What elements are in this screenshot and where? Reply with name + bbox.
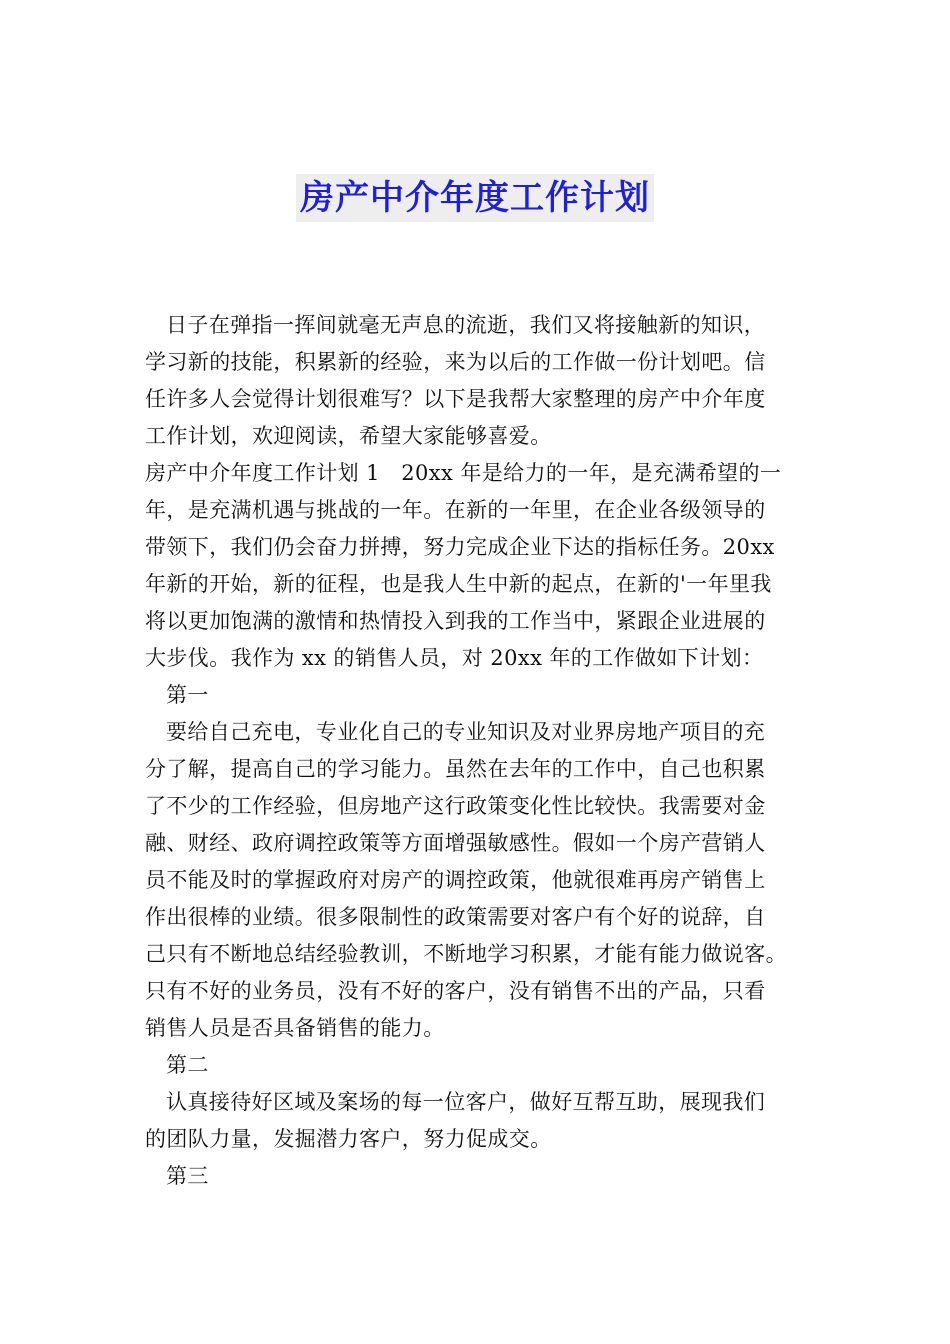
section-heading: 第二: [166, 1053, 209, 1077]
title-wrap: [0, 174, 950, 222]
section-heading: 第一: [166, 683, 209, 707]
document-body: [145, 307, 825, 1195]
paragraph-line: 任许多人会觉得计划很难写？以下是我帮大家整理的房产中介年度: [145, 387, 766, 411]
paragraph-line: 带领下，我们仍会奋力拼搏，努力完成企业下达的指标任务。20xx: [145, 535, 775, 559]
section-heading: 第三: [166, 1164, 209, 1188]
paragraph-line: 己只有不断地总结经验教训，不断地学习积累，才能有能力做说客。: [145, 942, 787, 966]
paragraph-line: 融、财经、政府调控政策等方面增强敏感性。假如一个房产营销人: [145, 831, 766, 855]
paragraph-line: 了不少的工作经验，但房地产这行政策变化性比较快。我需要对金: [145, 794, 766, 818]
paragraph-line: 分了解，提高自己的学习能力。虽然在去年的工作中，自己也积累: [145, 757, 766, 781]
paragraph-line: 年，是充满机遇与挑战的一年。在新的一年里，在企业各级领导的: [145, 498, 766, 522]
paragraph-line: 员不能及时的掌握政府对房产的调控政策，他就很难再房产销售上: [145, 868, 766, 892]
paragraph-line: 日子在弹指一挥间就毫无声息的流逝，我们又将接触新的知识，: [166, 313, 766, 337]
document-title: 房产中介年度工作计划: [296, 174, 654, 222]
paragraph-line: 房产中介年度工作计划 1 20xx 年是给力的一年，是充满希望的一: [145, 461, 782, 485]
paragraph-line: 要给自己充电，专业化自己的专业知识及对业界房地产项目的充: [166, 720, 766, 744]
paragraph-line: 的团队力量，发掘潜力客户，努力促成交。: [145, 1127, 552, 1151]
paragraph-line: 工作计划，欢迎阅读，希望大家能够喜爱。: [145, 424, 552, 448]
paragraph-line: 年新的开始，新的征程，也是我人生中新的起点，在新的'一年里我: [145, 572, 772, 596]
paragraph-line: 销售人员是否具备销售的能力。: [145, 1016, 445, 1040]
paragraph-line: 大步伐。我作为 xx 的销售人员，对 20xx 年的工作做如下计划：: [145, 646, 764, 670]
paragraph-line: 作出很棒的业绩。很多限制性的政策需要对客户有个好的说辞，自: [145, 905, 766, 929]
paragraph-line: 学习新的技能，积累新的经验，来为以后的工作做一份计划吧。信: [145, 350, 766, 374]
paragraph-line: 只有不好的业务员，没有不好的客户，没有销售不出的产品，只看: [145, 979, 766, 1003]
paragraph-line: 将以更加饱满的激情和热情投入到我的工作当中，紧跟企业进展的: [145, 609, 766, 633]
paragraph-line: 认真接待好区域及案场的每一位客户，做好互帮互助，展现我们: [166, 1090, 766, 1114]
